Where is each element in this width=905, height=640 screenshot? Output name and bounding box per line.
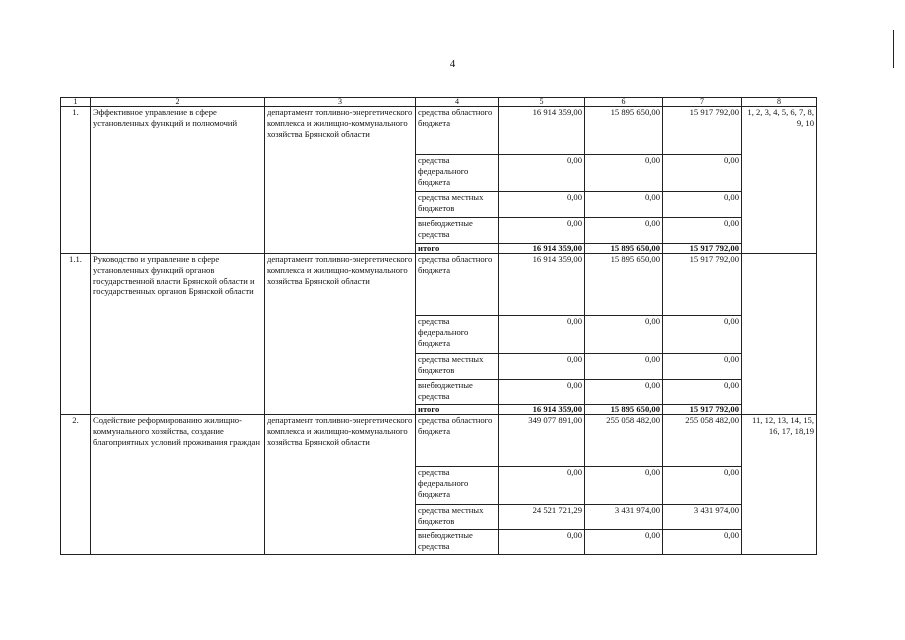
header-cell: 6 [585, 98, 663, 107]
page-number: 4 [449, 58, 456, 70]
source-label: средства местных бюджетов [416, 505, 499, 530]
header-row [61, 98, 817, 107]
value-cell: 0,00 [663, 218, 742, 244]
header-cell: 8 [742, 98, 817, 107]
value-cell: 0,00 [585, 218, 663, 244]
value-cell: 15 917 792,00 [663, 254, 742, 316]
value-cell: 16 914 359,00 [499, 107, 585, 155]
value-cell: 0,00 [499, 467, 585, 505]
row-indicators: 1, 2, 3, 4, 5, 6, 7, 8, 9, 10 [742, 107, 817, 254]
value-cell: 0,00 [499, 316, 585, 354]
source-label: внебюджетные средства [416, 218, 499, 244]
value-cell: 0,00 [499, 354, 585, 380]
value-cell: 0,00 [585, 192, 663, 218]
value-cell: 0,00 [663, 380, 742, 405]
value-cell: 0,00 [663, 192, 742, 218]
value-cell: 15 917 792,00 [663, 107, 742, 155]
source-label: внебюджетные средства [416, 380, 499, 405]
value-cell: 16 914 359,00 [499, 244, 585, 254]
table-row [61, 254, 817, 316]
value-cell: 24 521 721,29 [499, 505, 585, 530]
value-cell: 0,00 [585, 316, 663, 354]
table-row [61, 107, 817, 155]
source-label: средства федерального бюджета [416, 316, 499, 354]
value-cell: 15 895 650,00 [585, 244, 663, 254]
row-executor: департамент топливно-энергетического комплекса и жилищно-коммунального хозяйства Брянской области [265, 107, 416, 254]
value-cell: 0,00 [499, 192, 585, 218]
header-cell: 1 [61, 98, 91, 107]
margin-line [893, 30, 894, 68]
row-executor: департамент топливно-энергетического комплекса и жилищно-коммунального хозяйства Брянской области [265, 254, 416, 415]
header-cell: 2 [91, 98, 265, 107]
value-cell: 0,00 [499, 530, 585, 555]
source-label: средства областного бюджета [416, 107, 499, 155]
value-cell: 0,00 [663, 467, 742, 505]
source-label: средства местных бюджетов [416, 354, 499, 380]
value-cell: 0,00 [663, 316, 742, 354]
value-cell: 255 058 482,00 [663, 415, 742, 467]
source-label: внебюджетные средства [416, 530, 499, 555]
row-name: Содействие реформированию жилищно-коммунального хозяйства, создание благоприятных условий проживания граждан [91, 415, 265, 555]
header-cell: 3 [265, 98, 416, 107]
source-label: средства федерального бюджета [416, 155, 499, 192]
source-label: итого [416, 405, 499, 415]
value-cell: 0,00 [499, 155, 585, 192]
value-cell: 349 077 891,00 [499, 415, 585, 467]
value-cell: 255 058 482,00 [585, 415, 663, 467]
row-number: 1.1. [61, 254, 91, 415]
value-cell: 0,00 [585, 354, 663, 380]
row-number: 1. [61, 107, 91, 254]
value-cell: 3 431 974,00 [663, 505, 742, 530]
value-cell: 0,00 [663, 354, 742, 380]
value-cell: 15 895 650,00 [585, 405, 663, 415]
row-indicators: 11, 12, 13, 14, 15, 16, 17, 18,19 [742, 415, 817, 555]
source-label: средства областного бюджета [416, 254, 499, 316]
source-label: средства областного бюджета [416, 415, 499, 467]
row-indicators [742, 254, 817, 415]
row-name: Эффективное управление в сфере установленных функций и полномочий [91, 107, 265, 254]
value-cell: 3 431 974,00 [585, 505, 663, 530]
value-cell: 15 917 792,00 [663, 405, 742, 415]
source-label: итого [416, 244, 499, 254]
table-row [61, 415, 817, 467]
value-cell: 0,00 [585, 530, 663, 555]
value-cell: 0,00 [663, 530, 742, 555]
value-cell: 0,00 [585, 380, 663, 405]
value-cell: 15 917 792,00 [663, 244, 742, 254]
value-cell: 15 895 650,00 [585, 254, 663, 316]
value-cell: 0,00 [585, 155, 663, 192]
value-cell: 0,00 [499, 218, 585, 244]
value-cell: 15 895 650,00 [585, 107, 663, 155]
value-cell: 16 914 359,00 [499, 405, 585, 415]
row-executor: департамент топливно-энергетического комплекса и жилищно-коммунального хозяйства Брянской области [265, 415, 416, 555]
row-number: 2. [61, 415, 91, 555]
value-cell: 0,00 [663, 155, 742, 192]
source-label: средства местных бюджетов [416, 192, 499, 218]
value-cell: 0,00 [499, 380, 585, 405]
value-cell: 0,00 [585, 467, 663, 505]
value-cell: 16 914 359,00 [499, 254, 585, 316]
row-name: Руководство и управление в сфере установленных функций органов государственной власти Брянской области и государственных органов Брянской области [91, 254, 265, 415]
header-cell: 4 [416, 98, 499, 107]
header-cell: 5 [499, 98, 585, 107]
program-table [60, 97, 817, 555]
header-cell: 7 [663, 98, 742, 107]
source-label: средства федерального бюджета [416, 467, 499, 505]
